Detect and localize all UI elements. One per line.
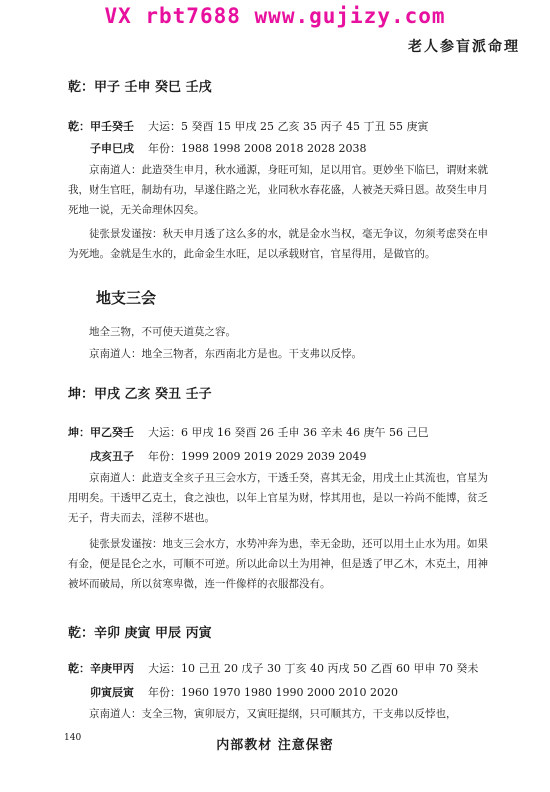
dayun-line: 大运：5 癸酉 15 甲戌 25 乙亥 35 丙子 45 丁丑 55 庚寅 xyxy=(148,120,429,133)
paragraph: 徒张景发谨按：秋天申月透了这么多的水，就是金水当权，毫无争议，勿须考虑癸在申为死地。金就是生水的，此命金生水旺，足以承载财官，官星得用，是做官的。 xyxy=(68,228,488,260)
branch-line xyxy=(90,684,398,700)
years-line: 年份：1960 1970 1980 1990 2000 2010 2020 xyxy=(148,686,398,699)
chart-heading: 乾：辛卯 庚寅 甲辰 丙寅 xyxy=(68,626,212,641)
page-number: 140 xyxy=(64,733,82,743)
footer-notice: 内部教材 注意保密 xyxy=(216,738,334,753)
paragraph: 京南道人：此造支全亥子丑三会水方，干透壬癸，喜其无金，用戌土止其流也，官星为用明矣。干透甲乙克土，食之浊也，以年上官星为财，悖其用也，是以一衿尚不能博，贫乏无子，背夫而去，淫秽不堪也。 xyxy=(68,472,488,524)
years-line: 年份：1999 2009 2019 2029 2039 2049 xyxy=(148,450,367,463)
branch-line xyxy=(90,140,366,156)
branch-line-label: 卯寅辰寅 xyxy=(90,686,134,699)
chart-heading: 坤：甲戌 乙亥 癸丑 壬子 xyxy=(68,387,212,402)
section-title: 地支三会 xyxy=(96,289,157,307)
paragraph: 地全三物，不可使天道莫之容。 xyxy=(89,326,236,338)
stem-line-label: 乾：甲壬癸壬 xyxy=(68,120,134,133)
stem-line xyxy=(68,424,428,440)
years-line: 年份：1988 1998 2008 2018 2028 2038 xyxy=(148,142,367,155)
paragraph: 京南道人：地全三物者，东西南北方是也。干支弗以反悖。 xyxy=(89,348,362,360)
branch-line xyxy=(90,448,366,464)
chart-heading: 乾：甲子 壬申 癸巳 壬戌 xyxy=(68,80,212,95)
branch-line-label: 戌亥丑子 xyxy=(90,450,134,463)
paragraph: 京南道人：支全三物，寅卯辰方，又寅旺提纲，只可顺其方，干支弗以反悖也， xyxy=(89,708,457,720)
stem-line xyxy=(68,118,428,134)
stem-line-label: 坤：甲乙癸壬 xyxy=(68,426,134,439)
dayun-line: 大运：10 己丑 20 戊子 30 丁亥 40 丙戌 50 乙酉 60 甲申 70 癸未 xyxy=(148,662,479,675)
paragraph: 徒张景发谨按：地支三会水方，水势冲奔为患，幸无金助，还可以用土止水为用。如果有金，便是昆仑之水，可顺不可逆。所以此命以土为用神，但是透了甲乙木，木克土，用神被坏而破局，所以贫寒卑微，连一件像样的衣服都没有。 xyxy=(68,538,488,590)
stem-line-label: 乾：辛庚甲丙 xyxy=(68,662,134,675)
paragraph: 京南道人：此造癸生申月，秋水通源，身旺可知，足以用官。更妙坐下临巳，谓财来就我，财生官旺，制劫有功，早遂住路之光，业同秋水春花盛，人被尧天舜日恩。故癸生申月死地一说，无关命理休囚矣。 xyxy=(68,164,488,216)
stem-line xyxy=(68,660,478,676)
dayun-line: 大运：6 甲戌 16 癸酉 26 壬申 36 辛未 46 庚午 56 己巳 xyxy=(148,426,429,439)
watermark: VX rbt7688 www.gujizy.com xyxy=(104,4,446,28)
branch-line-label: 子申巳戌 xyxy=(90,142,134,155)
running-head: 老人参盲派命理 xyxy=(408,39,520,55)
